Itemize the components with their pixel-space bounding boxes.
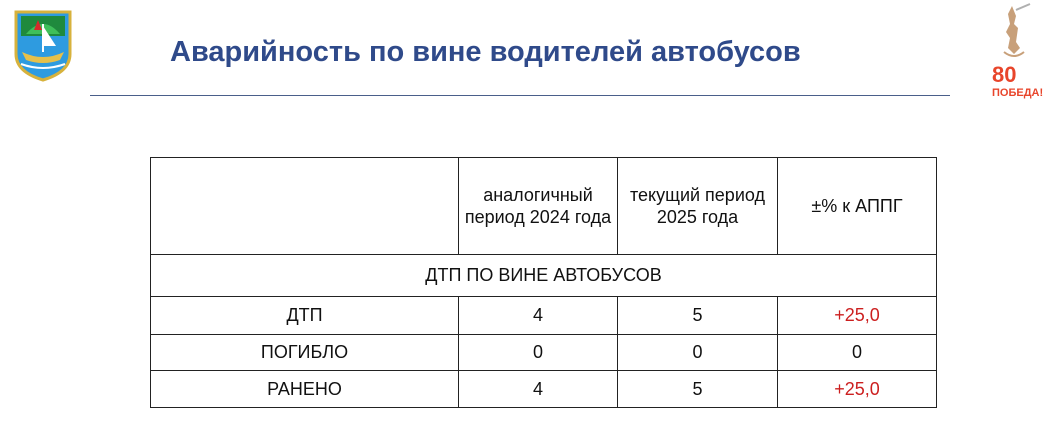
row-change-value: 0	[778, 335, 937, 371]
row-current-value: 5	[618, 297, 778, 335]
row-label: ПОГИБЛО	[151, 335, 459, 371]
header-empty-cell	[151, 158, 459, 255]
section-title: ДТП ПО ВИНЕ АВТОБУСОВ	[151, 255, 937, 297]
row-previous-value: 4	[459, 371, 618, 408]
title-divider	[90, 95, 950, 96]
victory-80-logo-icon	[990, 2, 1046, 100]
table-row	[151, 371, 937, 408]
victory-number: 80	[992, 62, 1017, 87]
row-label: ДТП	[151, 297, 459, 335]
row-label: РАНЕНО	[151, 371, 459, 408]
row-change-value: +25,0	[778, 297, 937, 335]
row-current-value: 0	[618, 335, 778, 371]
header-previous-period: аналогичный период 2024 года	[459, 158, 618, 255]
accident-stats-table	[150, 157, 937, 408]
header-change-percent: ±% к АППГ	[778, 158, 937, 255]
table-row	[151, 297, 937, 335]
table-header-row	[151, 158, 937, 255]
page-title: Аварийность по вине водителей автобусов	[170, 36, 801, 68]
row-change-value: +25,0	[778, 371, 937, 408]
header-current-period: текущий период 2025 года	[618, 158, 778, 255]
row-previous-value: 0	[459, 335, 618, 371]
row-current-value: 5	[618, 371, 778, 408]
table-row	[151, 335, 937, 371]
table-section-row	[151, 255, 937, 297]
victory-text: ПОБЕДА!	[992, 87, 1044, 99]
row-previous-value: 4	[459, 297, 618, 335]
city-coat-of-arms-icon	[12, 6, 74, 82]
